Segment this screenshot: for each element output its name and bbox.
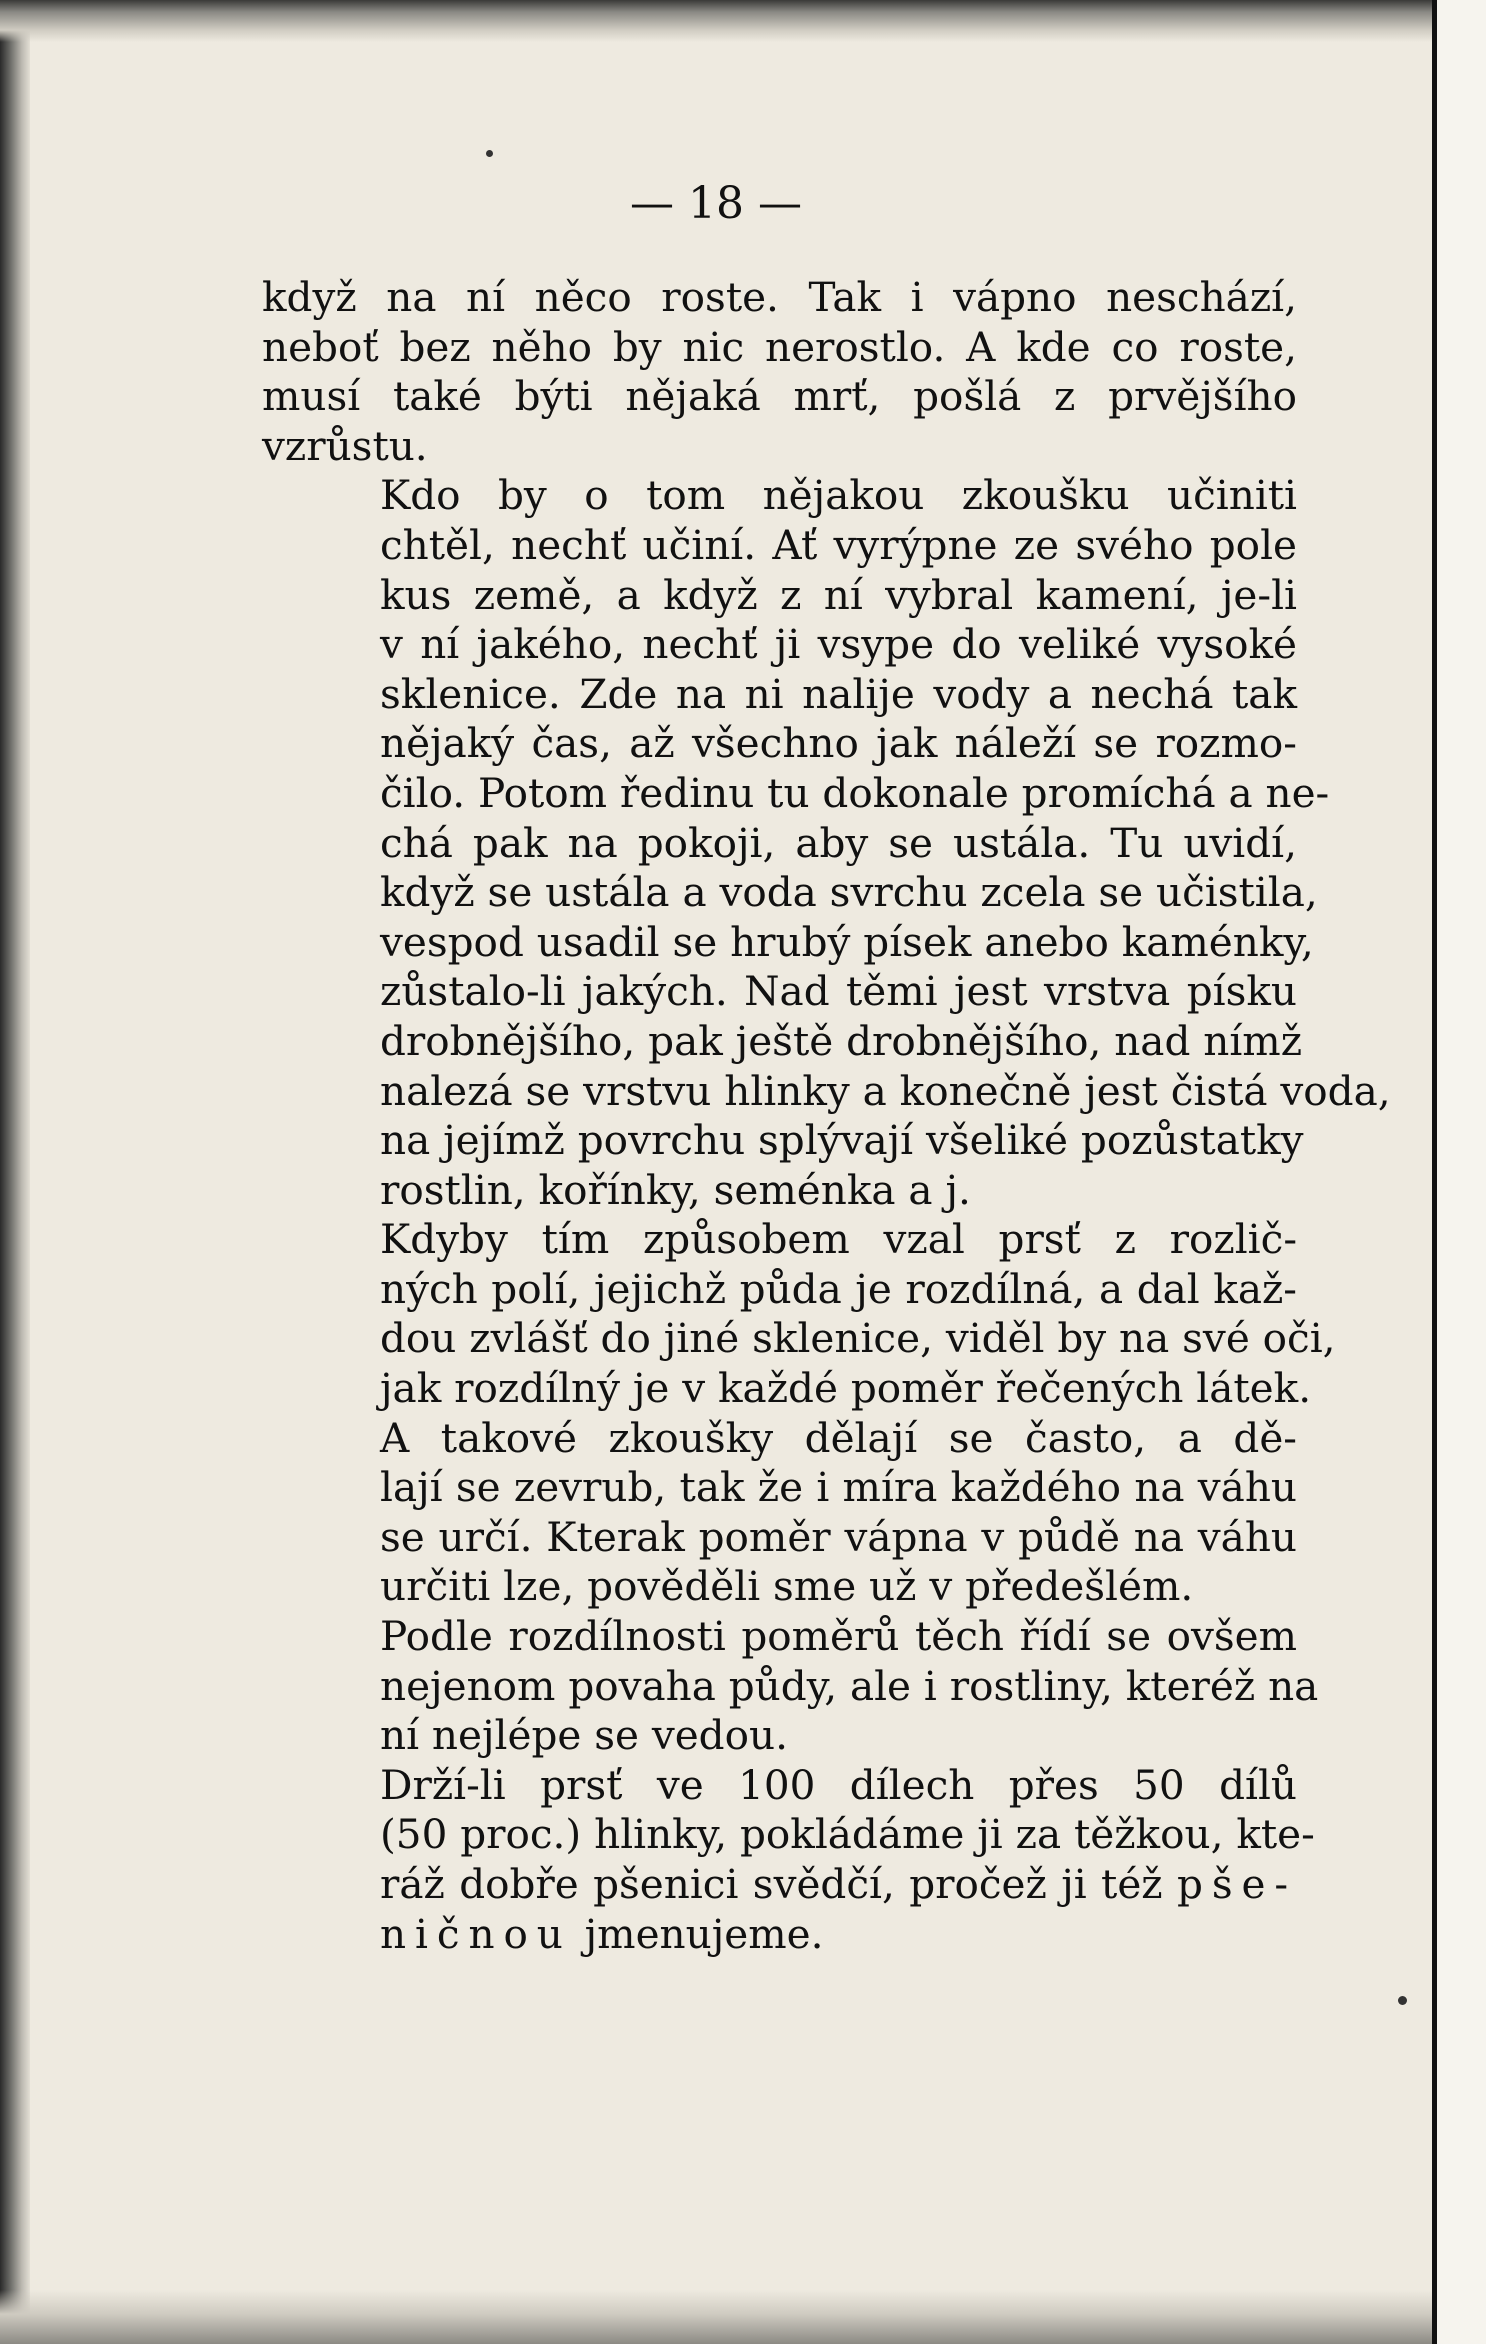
text-line: kus země, a když z ní vybral kamení, je-li <box>380 570 1297 619</box>
paragraph <box>262 1414 1297 1612</box>
paragraph <box>262 1760 1315 1959</box>
page-number: — 18 — <box>630 178 802 229</box>
text-run: jmenujeme. <box>571 1909 824 1958</box>
paragraph <box>262 1215 1336 1413</box>
text-line: když na ní něco roste. Tak i vápno neschází, <box>262 273 1297 321</box>
text-line: jak rozdílný je v každé poměr řečených látek. <box>380 1364 1312 1413</box>
spaced-emphasis: ničnou <box>380 1909 572 1958</box>
scan-shadow-top <box>0 0 1486 42</box>
ink-speck <box>1398 1996 1407 2005</box>
spaced-emphasis: pše- <box>1176 1860 1297 1908</box>
text-line: v ní jakého, nechť ji vsype do veliké vysoké <box>380 620 1297 669</box>
text-line: ní nejlépe se vedou. <box>380 1711 788 1760</box>
ink-speck <box>486 150 493 157</box>
text-line: chá pak na pokoji, aby se ustála. Tu uvidí, <box>380 818 1297 867</box>
text-line: zůstalo-li jakých. Nad těmi jest vrstva písku <box>380 967 1297 1016</box>
text-line: když se ustála a voda svrchu zcela se učistila, <box>380 868 1318 917</box>
page-body <box>262 273 1391 1959</box>
scan-shadow-left <box>0 0 30 2344</box>
text-line: rostlin, kořínky, seménka a j. <box>380 1165 971 1214</box>
text-line: (50 proc.) hlinky, pokládáme ji za těžkou, kte- <box>380 1810 1315 1859</box>
text-line: Kdo by o tom nějakou zkoušku učiniti <box>380 471 1297 520</box>
text-line: drobnějšího, pak ještě drobnějšího, nad nímž <box>380 1016 1303 1065</box>
text-line: určiti lze, pověděli sme už v předešlém. <box>380 1562 1194 1611</box>
text-line: musí také býti nějaká mrť, pošlá z prvějšího <box>262 372 1297 421</box>
text-line: Drží-li prsť ve 100 dílech přes 50 dílů <box>380 1760 1297 1809</box>
text-line: dou zvlášť do jiné sklenice, viděl by na své oči, <box>380 1314 1336 1363</box>
text-line: chtěl, nechť učiní. Ať vyrýpne ze svého pole <box>380 520 1297 569</box>
text-line: nějaký čas, až všechno jak náleží se rozmo- <box>380 719 1297 768</box>
text-line: Kdyby tím způsobem vzal prsť z rozlič- <box>380 1215 1297 1264</box>
text-run: ráž dobře pšenici svědčí, pročež ji též <box>380 1860 1177 1908</box>
text-line: nejenom povaha půdy, ale i rostliny, kteréž na <box>380 1661 1319 1710</box>
text-line: čilo. Potom ředinu tu dokonale promíchá a ne- <box>380 768 1330 817</box>
text-line: sklenice. Zde na ni nalije vody a nechá tak <box>380 669 1297 718</box>
text-line: se určí. Kterak poměr vápna v půdě na váhu <box>380 1512 1297 1561</box>
text-line: Podle rozdílnosti poměrů těch řídí se ovšem <box>380 1612 1297 1661</box>
text-line: vzrůstu. <box>262 421 428 470</box>
text-line: na jejímž povrchu splývají všeliké pozůstatky <box>380 1116 1304 1165</box>
text-line <box>262 1860 1297 1910</box>
text-line: vespod usadil se hrubý písek anebo kaménky, <box>380 917 1314 966</box>
paragraph <box>262 273 1297 471</box>
scan-margin-right <box>1437 0 1486 2344</box>
paragraph <box>262 471 1391 1215</box>
text-line: neboť bez něho by nic nerostlo. A kde co roste, <box>262 322 1297 371</box>
paragraph <box>262 1612 1319 1761</box>
text-line: lají se zevrub, tak že i míra každého na váhu <box>380 1463 1297 1512</box>
text-line <box>262 1910 1297 1960</box>
text-line: ných polí, jejichž půda je rozdílná, a dal kaž- <box>380 1264 1297 1313</box>
scan-shadow-bottom <box>0 2290 1486 2344</box>
text-line: A takové zkoušky dělají se často, a dě- <box>380 1413 1297 1462</box>
text-line: nalezá se vrstvu hlinky a konečně jest čistá voda, <box>380 1066 1391 1115</box>
